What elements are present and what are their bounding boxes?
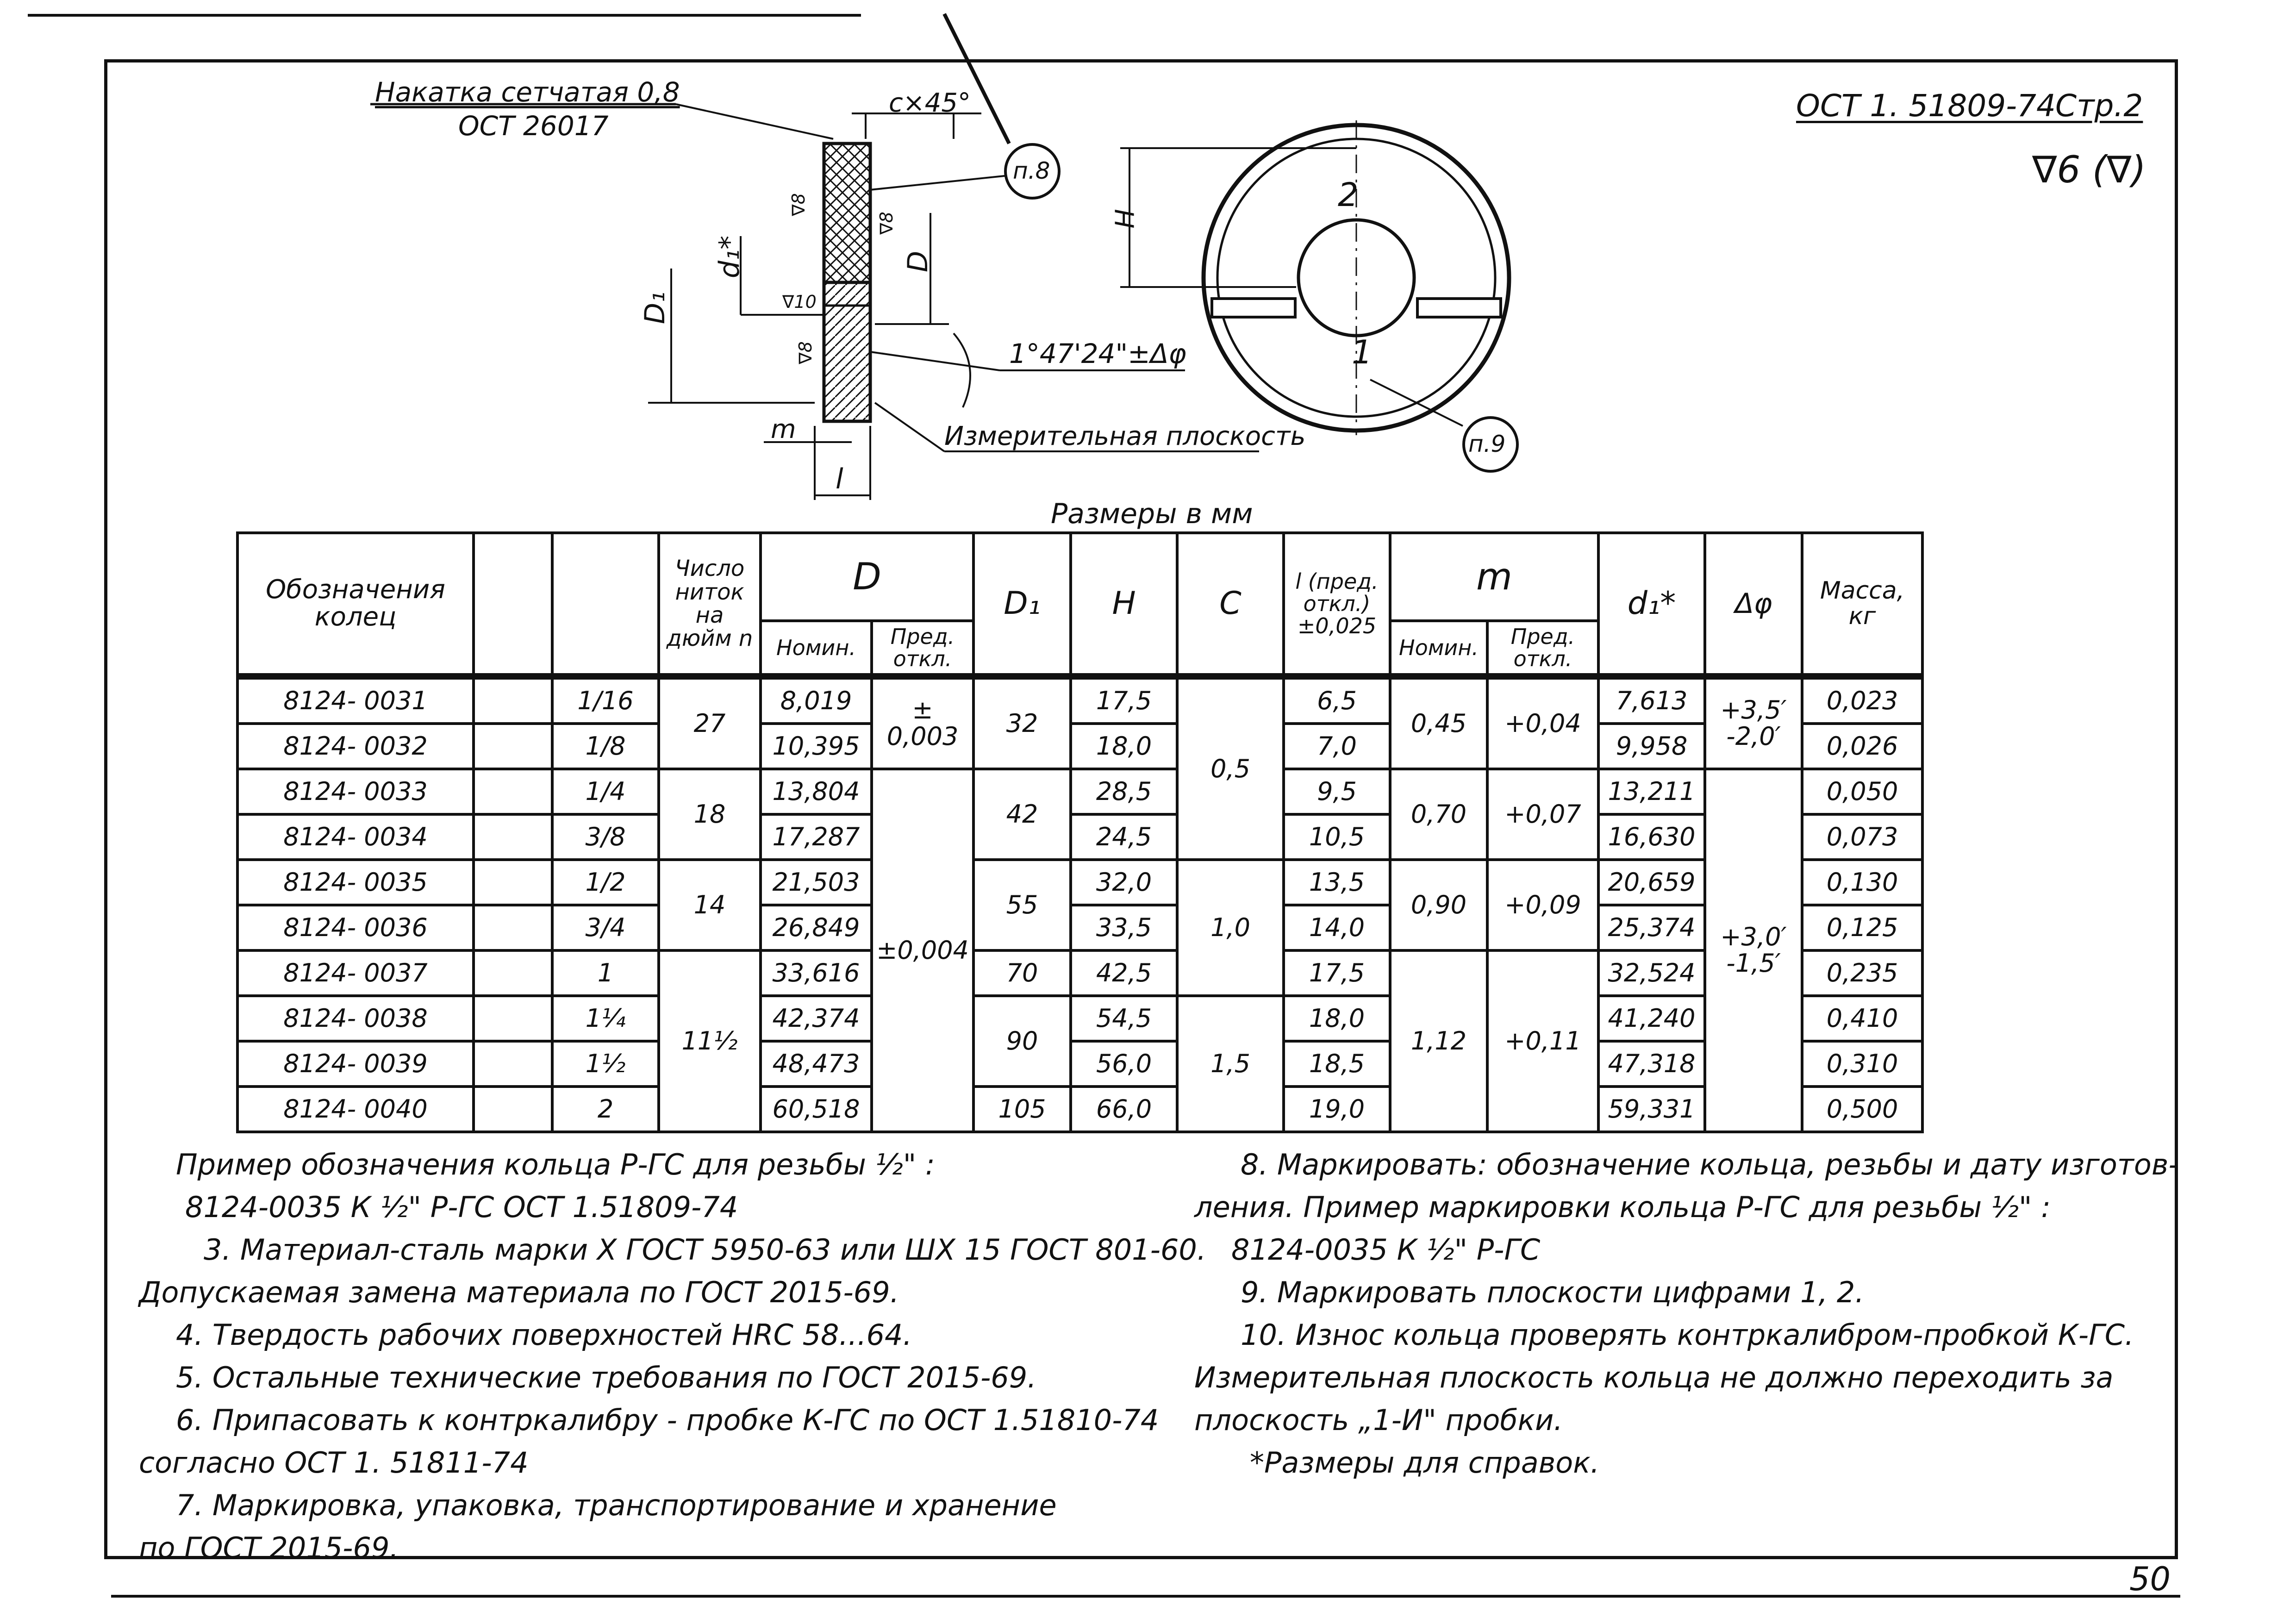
row-H: 24,5 [1071,814,1177,860]
row-applicability [474,860,552,905]
row-D: 33,616 [761,950,872,996]
row-mass: 0,023 [1802,676,1922,724]
bottom-edge-line [111,1595,2180,1598]
col-C: C [1177,533,1284,676]
row-mass: 0,026 [1802,724,1922,769]
note-line: согласно ОСТ 1. 51811-74 [139,1446,529,1480]
row-D: 17,287 [761,814,872,860]
row-applicability [474,1041,552,1087]
col-designation: Обозначения колец [237,533,474,676]
dim-D: D [902,250,935,273]
row-id: 8124- 0035 [237,860,474,905]
row-d1: 41,240 [1598,996,1705,1041]
m-nom-cell: 0,45 [1390,676,1487,769]
col-d1: d₁* [1598,533,1705,676]
table-row [237,1041,1922,1087]
row-d1: 20,659 [1598,860,1705,905]
tpi-cell: 14 [659,860,761,950]
row-d1: 47,318 [1598,1041,1705,1087]
row-d1: 13,211 [1598,769,1705,814]
m-nom-cell: 1,12 [1390,950,1487,1132]
row-applicability [474,769,552,814]
table-row [237,996,1922,1041]
table-row [237,1087,1922,1132]
note-line: 9. Маркировать плоскости цифрами 1, 2. [1241,1275,1865,1309]
m-tol-cell: +0,04 [1487,676,1598,769]
note-line: 8. Маркировать: обозначение кольца, резьбы и дату изготов- [1241,1148,2179,1181]
row-l: 6,5 [1284,676,1390,724]
row-l: 18,5 [1284,1041,1390,1087]
row-mass: 0,073 [1802,814,1922,860]
row-D: 13,804 [761,769,872,814]
C-cell: 1,0 [1177,860,1284,996]
col-applicability: Примене-ность [474,533,552,676]
row-H: 56,0 [1071,1041,1177,1087]
row-H: 32,0 [1071,860,1177,905]
col-D1: D₁ [973,533,1071,676]
note-line: 4. Твердость рабочих поверхностей HRC 58...64. [176,1318,912,1352]
row-H: 18,0 [1071,724,1177,769]
row-l: 7,0 [1284,724,1390,769]
note-line: 8124-0035 К ½" Р-ГС ОСТ 1.51809-74 [185,1190,738,1224]
note-line: Измерительная плоскость кольца не должно переходить за [1194,1361,2114,1394]
m-tol-cell: +0,09 [1487,860,1598,950]
D-tol-cell: ±0,004 [872,769,973,1132]
row-applicability [474,950,552,996]
note-line: 6. Припасовать к контркалибру - пробке К-ГС по ОСТ 1.51810-74 [176,1403,1159,1437]
face-mark-1: 1 [1352,333,1373,371]
row-l: 13,5 [1284,860,1390,905]
row-l: 19,0 [1284,1087,1390,1132]
rough-v8-a: ∇8 [788,193,809,216]
row-thread: 3/4 [552,905,659,950]
tpi-cell: 27 [659,676,761,769]
row-applicability [474,905,552,950]
row-d1: 59,331 [1598,1087,1705,1132]
row-applicability [474,676,552,724]
col-D-tol: Пред. откл. [872,621,973,676]
table-row [237,905,1922,950]
row-l: 18,0 [1284,996,1390,1041]
D1-cell: 32 [973,676,1071,769]
row-thread: 1/4 [552,769,659,814]
row-applicability [474,996,552,1041]
row-l: 17,5 [1284,950,1390,996]
note-line: 3. Материал-сталь марки Х ГОСТ 5950-63 или ШХ 15 ГОСТ 801-60. [204,1233,1206,1267]
row-thread: 1¼ [552,996,659,1041]
table-row [237,724,1922,769]
col-m-tol: Пред. откл. [1487,621,1598,676]
dphi-cell: +3,5′ -2,0′ [1705,676,1802,769]
note-line: по ГОСТ 2015-69. [139,1531,399,1565]
measuring-plane-label: Измерительная плоскость [944,421,1306,451]
m-tol-cell: +0,11 [1487,950,1598,1132]
table-row [237,814,1922,860]
row-mass: 0,235 [1802,950,1922,996]
row-id: 8124- 0038 [237,996,474,1041]
tpi-cell: 18 [659,769,761,860]
note-line: ления. Пример маркировки кольца Р-ГС для резьбы ½" : [1194,1190,2051,1224]
knurl-standard: ОСТ 26017 [458,110,609,142]
row-l: 10,5 [1284,814,1390,860]
row-applicability [474,724,552,769]
row-H: 42,5 [1071,950,1177,996]
row-thread: 1 [552,950,659,996]
row-d1: 16,630 [1598,814,1705,860]
notes-left [139,1143,1206,1569]
col-mass: Масса, кг [1802,533,1922,676]
row-mass: 0,310 [1802,1041,1922,1087]
row-thread: 3/8 [552,814,659,860]
row-thread: 1½ [552,1041,659,1087]
D1-cell: 90 [973,996,1071,1087]
callout-8: п.8 [1013,157,1050,184]
m-nom-cell: 0,70 [1390,769,1487,860]
row-D: 48,473 [761,1041,872,1087]
col-D-nom: Номин. [761,621,872,676]
rough-v10: ∇10 [782,292,817,312]
C-cell: 1,5 [1177,996,1284,1132]
row-d1: 32,524 [1598,950,1705,996]
note-line: Пример обозначения кольца Р-ГС для резьбы ½" : [176,1148,935,1181]
row-H: 28,5 [1071,769,1177,814]
row-d1: 7,613 [1598,676,1705,724]
row-thread: 1/16 [552,676,659,724]
tpi-cell: 11½ [659,950,761,1132]
col-l: l (пред. откл.) ±0,025 [1284,533,1390,676]
row-id: 8124- 0036 [237,905,474,950]
dphi-cell: +3,0′ -1,5′ [1705,769,1802,1132]
table-row [237,676,1922,724]
row-mass: 0,125 [1802,905,1922,950]
col-tpi: Число ниток на дюйм n [659,533,761,676]
row-l: 14,0 [1284,905,1390,950]
col-dphi: Δφ [1705,533,1802,676]
standard-number: ОСТ 1. 51809-74 [1796,88,2056,124]
note-line: 5. Остальные технические требования по ГОСТ 2015-69. [176,1361,1036,1394]
note-line: 7. Маркировка, упаковка, транспортирование и хранение [176,1488,1057,1522]
m-nom-cell: 0,90 [1390,860,1487,950]
page-number: 50 [2129,1560,2171,1598]
col-H: H [1071,533,1177,676]
C-cell: 0,5 [1177,676,1284,860]
knurled-section [824,144,870,282]
note-line: *Размеры для справок. [1250,1446,1600,1480]
row-H: 33,5 [1071,905,1177,950]
row-D: 42,374 [761,996,872,1041]
row-d1: 9,958 [1598,724,1705,769]
row-thread: 2 [552,1087,659,1132]
dim-m: m [771,414,796,444]
dim-H: H [1110,209,1141,229]
ring-section [824,282,870,421]
row-thread: 1/8 [552,724,659,769]
row-H: 66,0 [1071,1087,1177,1132]
rough-v8-c: ∇8 [795,341,816,364]
m-tol-cell: +0,07 [1487,769,1598,860]
row-H: 17,5 [1071,676,1177,724]
dim-D1: D₁ [639,291,672,325]
D1-cell: 55 [973,860,1071,950]
chamfer-label: c×45° [889,88,971,118]
row-mass: 0,130 [1802,860,1922,905]
row-D: 10,395 [761,724,872,769]
knurl-label: Накатка сетчатая 0,8 [375,76,680,108]
table-row [237,769,1922,814]
col-m: m [1390,533,1598,621]
page-label: Стр.2 [2055,88,2143,124]
note-line: плоскость „1-И" пробки. [1194,1403,1563,1437]
row-id: 8124- 0031 [237,676,474,724]
dim-l: l [836,463,843,495]
note-line: Допускаемая замена материала по ГОСТ 2015-69. [139,1275,899,1309]
rough-v8-b: ∇8 [876,212,897,235]
row-D: 8,019 [761,676,872,724]
row-H: 54,5 [1071,996,1177,1041]
row-id: 8124- 0040 [237,1087,474,1132]
row-applicability [474,814,552,860]
callout-9: п.9 [1468,431,1506,457]
col-D: D [761,533,973,621]
row-D: 26,849 [761,905,872,950]
row-l: 9,5 [1284,769,1390,814]
spec-table [236,531,1924,1133]
notes-right [1194,1143,2179,1484]
table-caption: Размеры в мм [1051,498,1253,530]
roughness-symbol: ∇6 (∇) [2032,148,2146,191]
D1-cell: 105 [973,1087,1071,1132]
note-line: 8124-0035 К ½" Р-ГС [1231,1233,1541,1267]
D1-cell: 42 [973,769,1071,860]
table-row [237,860,1922,905]
face-mark-2: 2 [1338,176,1359,214]
row-D: 60,518 [761,1087,872,1132]
D-tol-cell: ± 0,003 [872,676,973,769]
angle-label: 1°47'24"±Δφ [1009,338,1186,369]
row-id: 8124- 0039 [237,1041,474,1087]
row-id: 8124- 0033 [237,769,474,814]
note-line: 10. Износ кольца проверять контркалибром-пробкой К-ГС. [1241,1318,2134,1352]
row-id: 8124- 0037 [237,950,474,996]
col-thread [552,533,659,676]
D1-cell: 70 [973,950,1071,996]
dim-d1: d₁* [713,235,746,279]
row-D: 21,503 [761,860,872,905]
row-mass: 0,410 [1802,996,1922,1041]
row-applicability [474,1087,552,1132]
row-thread: 1/2 [552,860,659,905]
row-d1: 25,374 [1598,905,1705,950]
table-row [237,950,1922,996]
row-id: 8124- 0034 [237,814,474,860]
col-m-nom: Номин. [1390,621,1487,676]
row-mass: 0,500 [1802,1087,1922,1132]
row-mass: 0,050 [1802,769,1922,814]
row-id: 8124- 0032 [237,724,474,769]
